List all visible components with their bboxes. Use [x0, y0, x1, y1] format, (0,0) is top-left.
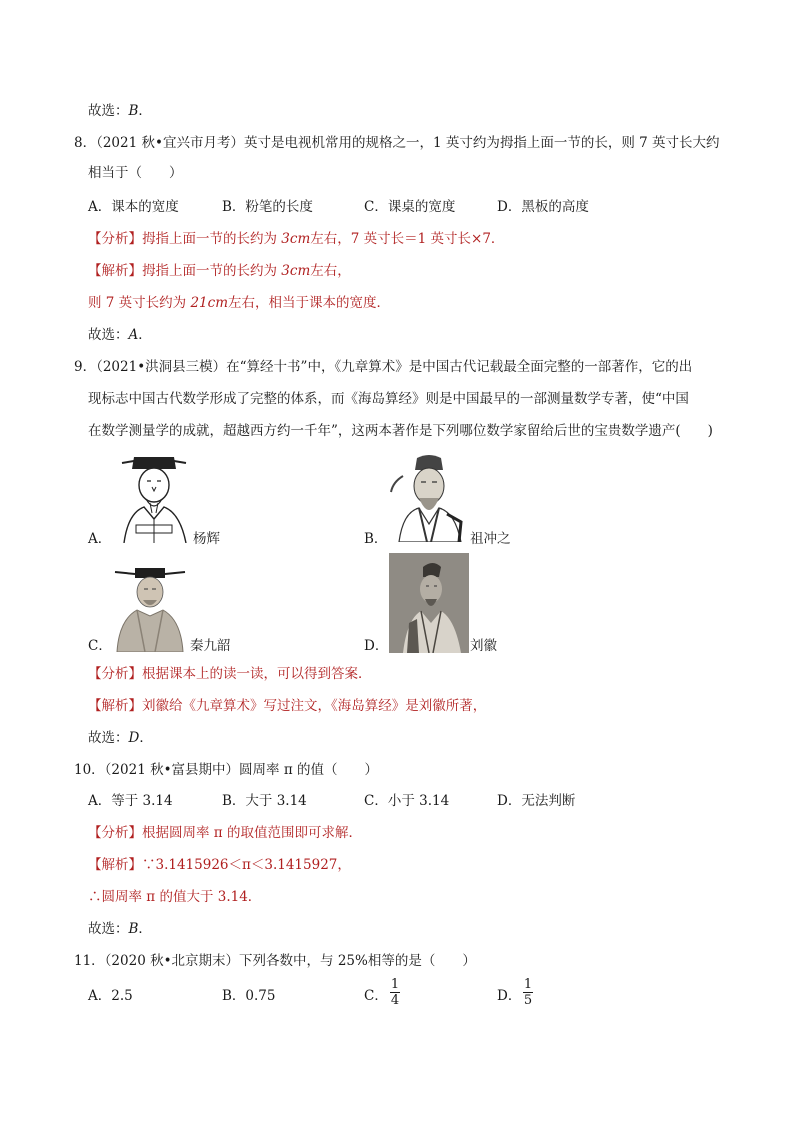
- q10-analysis: [88, 824, 362, 842]
- answer-prefix: 故选：: [88, 327, 129, 343]
- analysis-tag: 【分析】: [88, 231, 142, 247]
- q9-stem-line2: 现标志中国古代数学形成了完整的体系，而《海岛算经》则是中国最早的一部测量数学专著，使“中国: [88, 391, 689, 407]
- solution-text: 刘徽给《九章算术》写过注文，《海岛算经》是刘徽所著，: [142, 698, 487, 714]
- solution2-value: 21cm: [190, 295, 229, 311]
- numerator: 1: [523, 977, 533, 992]
- portrait-liu-hui: [389, 553, 469, 653]
- q9-option-d-name: 刘徽: [470, 638, 497, 654]
- answer-letter: B: [128, 921, 139, 937]
- solution-text: ∵3.1415926＜π＜3.1415927，: [142, 857, 351, 873]
- portrait-yang-hui: [116, 447, 192, 543]
- q11-option-d: D．: [497, 988, 522, 1004]
- q10-option-a: A．等于 3.14: [88, 793, 173, 809]
- solution-text-b: 左右，: [310, 263, 351, 279]
- q9-option-c-letter: C．: [88, 638, 112, 654]
- answer-prefix: 故选：: [88, 730, 129, 746]
- q10-solution: [88, 856, 351, 874]
- analysis-text: 根据课本上的读一读，可以得到答案．: [142, 666, 372, 682]
- analysis-value: 3cm: [281, 231, 311, 247]
- solution-text-a: 拇指上面一节的长约为: [142, 263, 282, 279]
- q9-option-a-name: 杨辉: [193, 531, 220, 547]
- q9-option-c-name: 秦九韶: [190, 638, 231, 654]
- q8-stem-line2: 相当于（ ）: [88, 165, 183, 181]
- portrait-qin-jiushao: [113, 558, 187, 652]
- q8-answer-line: [88, 326, 152, 344]
- portrait-zu-chongzhi: [389, 452, 469, 542]
- solution-tag: 【解析】: [88, 857, 142, 873]
- analysis-tag: 【分析】: [88, 825, 142, 841]
- period: ．: [138, 921, 152, 937]
- period: ．: [138, 327, 152, 343]
- q8-stem-line1: 8．（2021 秋•宜兴市月考）英寸是电视机常用的规格之一，1 英寸约为拇指上面一节的长，则 7 英寸长大约: [74, 135, 720, 151]
- answer-prefix: 故选：: [88, 103, 129, 119]
- q7-answer-line: [88, 102, 152, 120]
- q10-option-b: B．大于 3.14: [222, 793, 307, 809]
- q8-analysis: [88, 230, 504, 248]
- q8-solution-line2: [88, 294, 390, 312]
- analysis-text: 根据圆周率 π 的取值范围即可求解．: [142, 825, 362, 841]
- q10-option-d: D．无法判断: [497, 793, 576, 809]
- q8-option-c: C．课桌的宽度: [364, 199, 456, 215]
- period: ．: [138, 103, 152, 119]
- denominator: 4: [390, 993, 400, 1008]
- q9-stem-line3: 在数学测量学的成就，超越西方约一千年”，这两本著作是下列哪位数学家留给后世的宝贵数学遗产( ): [88, 423, 713, 439]
- solution2-text-b: 左右，相当于课本的宽度．: [228, 295, 391, 311]
- answer-letter: B: [128, 103, 139, 119]
- analysis-text-a: 拇指上面一节的长约为: [142, 231, 282, 247]
- q11-option-a: A．2.5: [88, 988, 133, 1004]
- q8-option-a: A．课本的宽度: [88, 199, 179, 215]
- q9-option-b-letter: B．: [364, 531, 388, 547]
- period: ．: [139, 730, 153, 746]
- q10-answer-line: [88, 920, 152, 938]
- answer-prefix: 故选：: [88, 921, 129, 937]
- q8-option-b: B．粉笔的长度: [222, 199, 313, 215]
- q9-solution: [88, 697, 486, 715]
- denominator: 5: [523, 993, 533, 1008]
- answer-letter: A: [128, 327, 139, 343]
- solution-tag: 【解析】: [88, 698, 142, 714]
- solution2-text-a: 则 7 英寸长约为: [88, 295, 191, 311]
- analysis-text-b: 左右，7 英寸长＝1 英寸长×7．: [310, 231, 505, 247]
- q11-stem: 11．（2020 秋•北京期末）下列各数中，与 25%相等的是（ ）: [74, 953, 476, 969]
- q11-option-b: B．0.75: [222, 988, 276, 1004]
- numerator: 1: [390, 977, 400, 992]
- q10-option-c: C．小于 3.14: [364, 793, 450, 809]
- q11-option-c: C．: [364, 988, 388, 1004]
- q9-option-b-name: 祖冲之: [470, 531, 511, 547]
- solution-value: 3cm: [281, 263, 311, 279]
- q9-stem-line1: 9．（2021•洪洞县三模）在“算经十书”中，《九章算术》是中国古代记载最全面完整的一部著作，它的出: [74, 359, 693, 375]
- q9-option-a-letter: A．: [88, 531, 112, 547]
- solution-tag: 【解析】: [88, 263, 142, 279]
- q9-answer-line: [88, 729, 153, 747]
- answer-letter: D: [128, 730, 140, 746]
- q9-analysis: [88, 665, 372, 683]
- q11-option-c-fraction: [390, 977, 400, 1008]
- q8-option-d: D．黑板的高度: [497, 199, 589, 215]
- q11-option-d-fraction: [523, 977, 533, 1008]
- q10-stem: 10．（2021 秋•富县期中）圆周率 π 的值（ ）: [74, 762, 378, 778]
- q8-solution: [88, 262, 351, 280]
- analysis-tag: 【分析】: [88, 666, 142, 682]
- q9-option-d-letter: D．: [364, 638, 389, 654]
- q10-solution-line2: ∴圆周率 π 的值大于 3.14．: [88, 889, 262, 905]
